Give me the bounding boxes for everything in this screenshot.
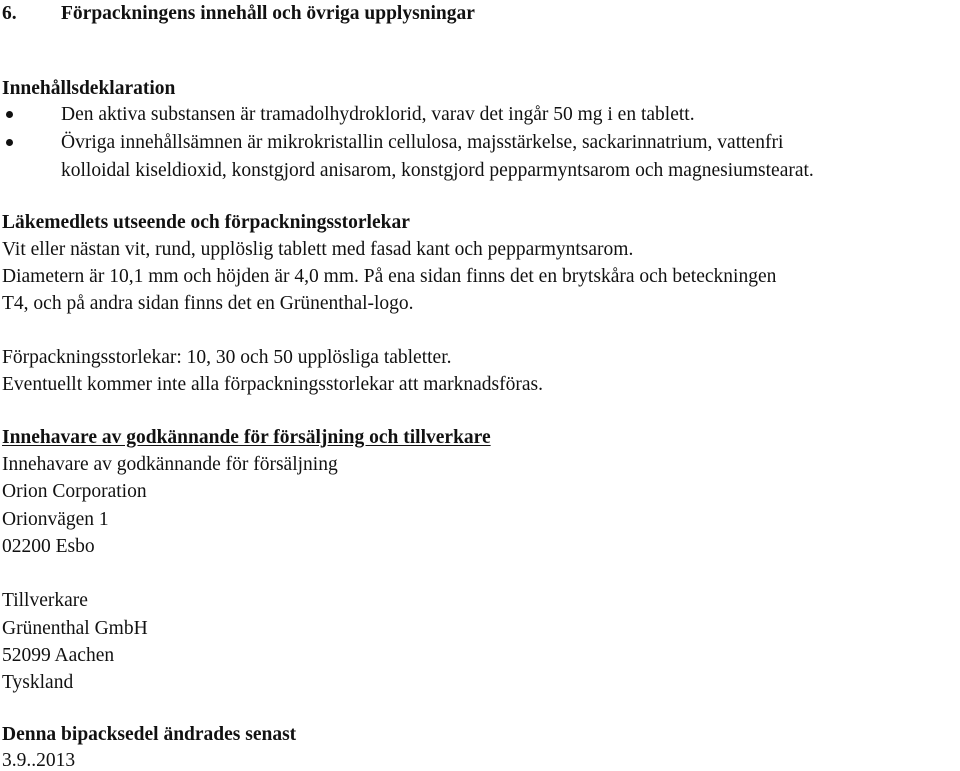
- appearance-line: Diametern är 10,1 mm och höjden är 4,0 mm. På ena sidan finns det en brytskåra och beteckningen: [2, 266, 777, 287]
- revision-heading: Denna bipacksedel ändrades senast: [2, 724, 297, 745]
- bullet-line: Den aktiva substansen är tramadolhydroklorid, varav det ingår 50 mg i en tablett.: [61, 104, 695, 125]
- holder-heading: Innehavare av godkännande för försäljning och tillverkare: [2, 427, 491, 448]
- manufacturer-label: Tillverkare: [2, 590, 88, 611]
- manufacturer-line: Grünenthal GmbH: [2, 618, 148, 639]
- mah-line: Orion Corporation: [2, 481, 147, 502]
- mah-label: Innehavare av godkännande för försäljning: [2, 454, 338, 475]
- section-number: 6.: [2, 3, 17, 24]
- manufacturer-line: Tyskland: [2, 672, 74, 693]
- bullet-line: Övriga innehållsämnen är mikrokristallin cellulosa, majsstärkelse, sackarinnatrium, vattenfri: [61, 132, 784, 153]
- section-title: Förpackningens innehåll och övriga upplysningar: [61, 3, 475, 24]
- revision-date: 3.9..2013: [2, 750, 76, 771]
- appearance-heading: Läkemedlets utseende och förpackningsstorlekar: [2, 212, 410, 233]
- appearance-line: Vit eller nästan vit, rund, upplöslig tablett med fasad kant och pepparmyntsarom.: [2, 239, 634, 260]
- pack-size-line: Eventuellt kommer inte alla förpackningsstorlekar att marknadsföras.: [2, 374, 543, 395]
- mah-line: Orionvägen 1: [2, 509, 109, 530]
- appearance-line: T4, och på andra sidan finns det en Grünenthal-logo.: [2, 293, 414, 314]
- contents-heading: Innehållsdeklaration: [2, 78, 176, 99]
- bullet-marker: [6, 111, 13, 118]
- bullet-line: kolloidal kiseldioxid, konstgjord anisarom, konstgjord pepparmyntsarom och magnesiumstearat.: [61, 160, 814, 181]
- bullet-marker: [6, 139, 13, 146]
- mah-line: 02200 Esbo: [2, 536, 95, 557]
- pack-size-line: Förpackningsstorlekar: 10, 30 och 50 upplösliga tabletter.: [2, 347, 452, 368]
- manufacturer-line: 52099 Aachen: [2, 645, 115, 666]
